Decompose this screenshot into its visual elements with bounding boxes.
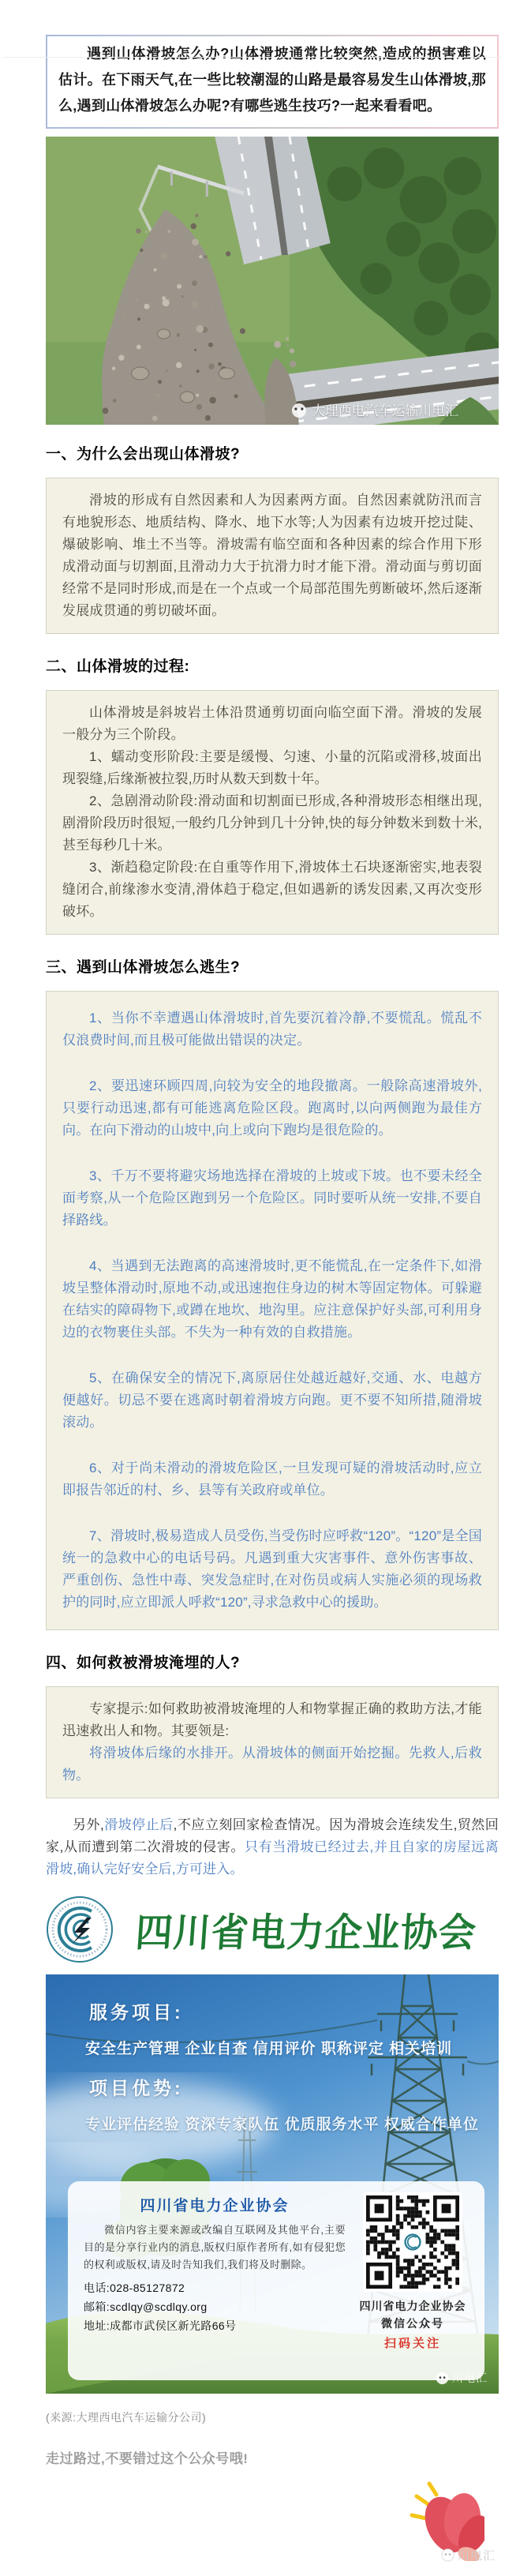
contact-card-left — [84, 2192, 346, 2371]
section-1-box — [46, 478, 499, 634]
poster-watermark-text: 川电汇 — [452, 2372, 488, 2384]
qr-caption-scan: 扫码关注 — [383, 2337, 441, 2350]
brand-logo-icon — [441, 2548, 454, 2562]
section-2-paragraph: 山体滑坡是斜坡岩土体沿贯通剪切面向临空面下滑。滑坡的发展一般分为三个阶段。 — [62, 705, 482, 742]
outro-part-1: 另外, — [73, 1817, 104, 1832]
intro-quote-box — [46, 35, 499, 129]
card-email: 邮箱:scdlqy@scdlqy.org — [84, 2300, 208, 2313]
advantages-list: 专业评估经验 资深专家队伍 优质服务水平 权威合作单位 — [85, 2117, 479, 2133]
header-divider — [3, 57, 502, 58]
section-2-stage-1: 1、蠕动变形阶段:主要是缓慢、匀速、小量的沉陷或滑移,坡面出现裂缝,后缘渐被拉裂,历时从数天到数十年。 — [62, 749, 482, 786]
qr-code — [363, 2192, 462, 2292]
section-3-box — [46, 991, 499, 1630]
section-2-box — [46, 690, 499, 935]
footer-cta: 走过路过,不要错过这个公众号哦! — [46, 2451, 249, 2466]
escape-tip-5: 5、在确保安全的情况下,离原居住处越近越好,交通、水、电越方便越好。切忌不要在逃离时朝着滑坡方向跑。更不要不知所措,随滑坡滚动。 — [62, 1370, 482, 1430]
brand-watermark — [441, 2547, 496, 2563]
qr-caption-association: 四川省电力企业协会 — [359, 2300, 466, 2312]
services-list: 安全生产管理 企业自查 信用评价 职称评定 相关培训 — [85, 2041, 453, 2057]
expert-intro: 专家提示:如何救助被滑坡淹埋的人和物掌握正确的救助方法,才能迅速救出人和物。其要领是: — [62, 1701, 482, 1738]
card-phone: 电话:028-85127872 — [84, 2282, 185, 2294]
photo-watermark — [292, 403, 458, 418]
article-body — [46, 35, 499, 2467]
outro-part-2: 滑坡停止后 — [103, 1817, 174, 1832]
poster-watermark — [436, 2370, 488, 2386]
brand-watermark-text: 川电汇 — [457, 2549, 496, 2563]
outro-paragraph — [46, 1814, 499, 1880]
outro-part-3: ,不应立刻回家检查情况。因为滑坡会连续发生,贸然回家,从而遭到第二次滑坡的侵害。 — [46, 1817, 499, 1854]
outro-part-4: 只有当滑坡已经过去,并且自家的房屋远离滑坡,确认完好安全后,方可进入。 — [46, 1839, 499, 1877]
escape-tip-3: 3、千万不要将避灾场地选择在滑坡的上坡或下坡。也不要未经全面考察,从一个危险区跑到另一个危险区。同时要听从统一安排,不要自择路线。 — [62, 1168, 482, 1228]
section-4-box — [46, 1686, 499, 1798]
expert-tip: 将滑坡体后缘的水排开。从滑坡体的侧面开始挖掘。先救人,后救物。 — [62, 1745, 482, 1783]
source-note: (来源:大理西电汽车运输分公司) — [46, 2411, 207, 2424]
brand-logo-icon — [436, 2372, 449, 2385]
association-banner — [46, 1894, 499, 1965]
escape-tip-7: 7、滑坡时,极易造成人员受伤,当受伤时应呼救“120”。“120”是全国统一的急救中心的电话号码。凡遇到重大灾害事件、意外伤害事故、严重创伤、急性中毒、突发急症时,在对伤员或病人实施必须的现场救护的同时,应立即派人呼救“120”,寻求急救中心的援助。 — [62, 1528, 482, 1610]
services-label: 服务项目: — [89, 2002, 184, 2023]
section-3-heading: 三、遇到山体滑坡怎么逃生? — [46, 959, 241, 976]
section-4-heading: 四、如何救被滑坡淹埋的人? — [46, 1655, 241, 1671]
qr-caption-account: 微信公众号 — [381, 2317, 444, 2330]
section-1-heading: 一、为什么会出现山体滑坡? — [46, 446, 241, 463]
card-address: 地址:成都市武侯区新光路66号 — [84, 2319, 237, 2332]
svg-text:大理西电汽车运输川电汇: 大理西电汽车运输川电汇 — [311, 403, 459, 419]
card-title: 四川省电力企业协会 — [140, 2198, 290, 2214]
intro-text: 遇到山体滑坡怎么办?山体滑坡通常比较突然,造成的损害难以估计。在下雨天气,在一些比较潮湿的山路是最容易发生山体滑坡,那么,遇到山体滑坡怎么办呢?有哪些逃生技巧?一起来看看吧。 — [58, 46, 486, 114]
promo-poster — [46, 1974, 499, 2394]
escape-tip-6: 6、对于尚未滑动的滑坡危险区,一旦发现可疑的滑坡活动时,应立即报告邻近的村、乡、县等有关政府或单位。 — [62, 1460, 482, 1498]
section-2-stage-3: 3、渐趋稳定阶段:在自重等作用下,滑坡体土石块逐渐密实,地表裂缝闭合,前缘渗水变清,滑体趋于稳定,但如遇新的诱发因素,又再次变形破坏。 — [62, 860, 482, 919]
association-calligraphy: 四川省电力企业协会 — [133, 1911, 478, 1955]
landslide-photo — [46, 137, 499, 425]
association-emblem-icon — [46, 1895, 114, 1963]
escape-tip-2: 2、要迅速环顾四周,向较为安全的地段撤离。一般除高速滑坡外,只要行动迅速,都有可能逃离危险区段。跑离时,以向两侧跑为最佳方向。在向下滑动的山坡中,向上或向下跑均是很危险的。 — [62, 1078, 482, 1138]
section-1-paragraph: 滑坡的形成有自然因素和人为因素两方面。自然因素就防汛而言有地貌形态、地质结构、降水、地下水等;人为因素有边坡开挖过陡、爆破影响、堆土不当等。滑坡需有临空面和各种因素的综合作用下形成滑动面与切割面,且滑动力大于抗滑力时才能下滑。滑动面与剪切面经常不是同时形成,而是在一个点或一个局部范围先剪断破坏,然后逐渐发展成贯通的剪切破坏面。 — [62, 493, 482, 618]
escape-tip-4: 4、当遇到无法跑离的高速滑坡时,更不能慌乱,在一定条件下,如滑坡呈整体滑动时,原地不动,或迅速抱住身边的树木等固定物体。可躲避在结实的障碍物下,或蹲在地坎、地沟里。应注意保护好头部,可利用身边的衣物裹住头部。不失为一种有效的自救措施。 — [62, 1258, 482, 1340]
escape-tip-1: 1、当你不幸遭遇山体滑坡时,首先要沉着冷静,不要慌乱。慌乱不仅浪费时间,而且极可能做出错误的决定。 — [62, 1011, 482, 1048]
contact-card — [68, 2181, 484, 2380]
advantages-label: 项目优势: — [89, 2078, 184, 2098]
section-2-heading: 二、山体滑坡的过程: — [46, 658, 190, 675]
contact-card-right — [354, 2192, 472, 2371]
poster-text — [46, 1974, 499, 2134]
card-disclaimer: 微信内容主要来源或改编自互联网及其他平台,主要目的是分享行业内的消息,版权归原作者所有,如有侵犯您的权利或版权,请及时告知我们,我们将及时删除。 — [84, 2224, 346, 2270]
section-2-stage-2: 2、急剧滑动阶段:滑动面和切割面已形成,各种滑坡形态相继出现,剧滑阶段历时很短,一般约几分钟到几十分钟,快的每分钟数米到数十米,甚至每秒几十米。 — [62, 793, 482, 853]
